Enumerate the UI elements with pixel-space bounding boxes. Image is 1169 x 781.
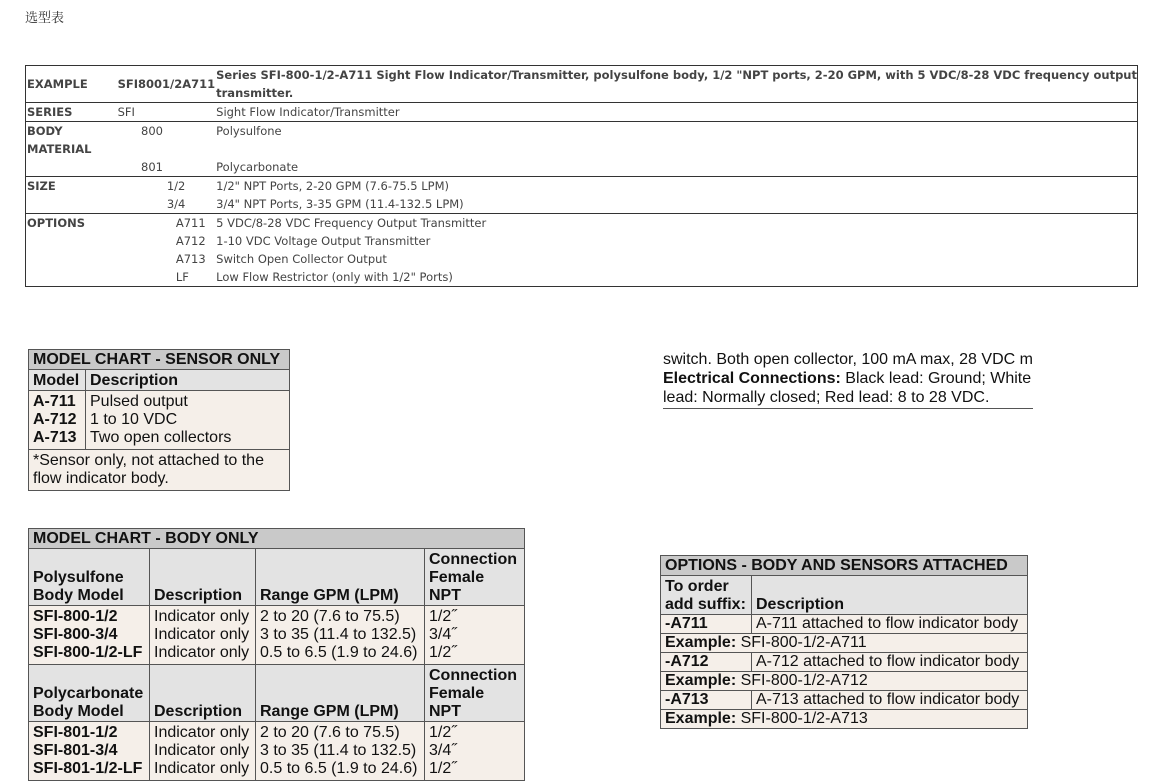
sensor-note-line: *Sensor only, not attached to the xyxy=(33,452,264,469)
body-material-row xyxy=(26,122,1138,159)
options-chart xyxy=(660,555,1028,729)
sensor-desc: Pulsed output xyxy=(90,393,188,410)
body-model: SFI-800-3/4 xyxy=(33,626,118,643)
options-chart-title: OPTIONS - BODY AND SENSORS ATTACHED xyxy=(661,556,1028,576)
body-material-label: BODY MATERIAL xyxy=(26,122,117,159)
spec-line: switch. Both open collector, 100 mA max, 28 VDC m xyxy=(663,351,1033,368)
body-range: 0.5 to 6.5 (1.9 to 24.6) xyxy=(260,644,418,661)
body-connection: 1/2˝ xyxy=(429,608,457,625)
size-label: SIZE xyxy=(26,177,117,196)
body-desc: Indicator only xyxy=(154,742,250,759)
body-group-header xyxy=(29,549,525,606)
sensor-model: A-712 xyxy=(33,411,77,428)
option-desc: 1-10 VDC Voltage Output Transmitter xyxy=(215,232,1137,250)
col-suffix-header: To order add suffix: xyxy=(661,576,752,615)
body-material-desc: Polycarbonate xyxy=(215,158,1137,177)
option-suffix: -A711 xyxy=(661,615,752,634)
col-description-header: Description xyxy=(150,549,256,606)
spec-line: lead: Normally closed; Red lead: 8 to 28 VDC. xyxy=(663,389,990,406)
option-example-row xyxy=(661,710,1028,729)
sensor-note-line: flow indicator body. xyxy=(33,470,169,487)
sensor-chart-title: MODEL CHART - SENSOR ONLY xyxy=(29,350,290,370)
option-code: A712 xyxy=(175,234,206,248)
options-row xyxy=(26,268,1138,287)
series-description: Sight Flow Indicator/Transmitter xyxy=(215,103,1137,122)
body-desc: Indicator only xyxy=(154,644,250,661)
body-model-chart xyxy=(28,528,525,781)
body-desc: Indicator only xyxy=(154,626,250,643)
body-model: SFI-801-1/2 xyxy=(33,724,118,741)
body-range: 2 to 20 (7.6 to 75.5) xyxy=(260,724,400,741)
body-range: 2 to 20 (7.6 to 75.5) xyxy=(260,608,400,625)
sensor-note xyxy=(29,450,290,491)
example-desc-line2: transmitter. xyxy=(216,86,294,100)
series-row xyxy=(26,103,1138,122)
col-model-header: Model xyxy=(29,370,86,391)
options-row xyxy=(26,250,1138,268)
body-connection: 3/4˝ xyxy=(429,742,457,759)
options-row xyxy=(26,214,1138,233)
body-material-code: 801 xyxy=(141,160,163,174)
option-code: LF xyxy=(166,268,215,287)
spec-line xyxy=(663,369,1033,388)
body-range: 3 to 35 (11.4 to 132.5) xyxy=(260,626,417,643)
body-group-header xyxy=(29,665,525,722)
col-connection-header: Connection Female NPT xyxy=(425,549,525,606)
body-connection: 1/2˝ xyxy=(429,644,457,661)
example-value: SFI-800-1/2-A711 xyxy=(740,634,867,651)
option-desc: Switch Open Collector Output xyxy=(215,250,1137,268)
body-desc: Indicator only xyxy=(154,608,250,625)
example-code: SFI8001/2A711 xyxy=(117,66,216,103)
col-range-header: Range GPM (LPM) xyxy=(256,665,425,722)
sensor-desc: 1 to 10 VDC xyxy=(90,411,178,428)
size-row xyxy=(26,195,1138,214)
options-row xyxy=(26,232,1138,250)
size-desc: 3/4" NPT Ports, 3-35 GPM (11.4-132.5 LPM) xyxy=(215,195,1137,214)
body-material-row xyxy=(26,158,1138,177)
body-desc: Indicator only xyxy=(154,724,250,741)
size-code: 3/4 xyxy=(166,197,186,211)
sensor-model: A-713 xyxy=(33,429,77,446)
size-desc: 1/2" NPT Ports, 2-20 GPM (7.6-75.5 LPM) xyxy=(215,177,1137,196)
series-code: SFI xyxy=(117,103,216,122)
electrical-spec-snippet xyxy=(663,350,1033,409)
page-title: 选型表 xyxy=(25,11,65,26)
option-code: A711 xyxy=(166,214,215,233)
body-model: SFI-800-1/2-LF xyxy=(33,644,143,661)
sensor-model: A-711 xyxy=(33,393,76,410)
example-value: SFI-800-1/2-A712 xyxy=(740,672,868,689)
option-suffix: -A713 xyxy=(661,691,752,710)
option-code: A713 xyxy=(175,252,206,266)
size-row xyxy=(26,177,1138,196)
body-range: 3 to 35 (11.4 to 132.5) xyxy=(260,742,417,759)
example-description xyxy=(215,66,1137,103)
col-description-header: Description xyxy=(86,370,290,391)
col-body-model-header: Polycarbonate Body Model xyxy=(29,665,150,722)
sensor-model-chart xyxy=(28,349,290,491)
sensor-descriptions xyxy=(86,391,290,450)
option-desc: A-711 attached to flow indicator body xyxy=(752,615,1028,634)
spec-text: Black lead: Ground; White xyxy=(840,370,1032,387)
body-connection: 1/2˝ xyxy=(429,724,457,741)
option-desc: 5 VDC/8-28 VDC Frequency Output Transmitter xyxy=(215,214,1137,233)
selection-table xyxy=(25,65,1138,287)
sensor-models xyxy=(29,391,86,450)
option-desc: Low Flow Restrictor (only with 1/2" Ports) xyxy=(215,268,1137,287)
option-suffix: -A712 xyxy=(661,653,752,672)
option-desc: A-713 attached to flow indicator body xyxy=(752,691,1028,710)
col-connection-header: Connection Female NPT xyxy=(425,665,525,722)
body-model: SFI-800-1/2 xyxy=(33,608,118,625)
body-model: SFI-801-1/2-LF xyxy=(33,760,143,777)
col-body-model-header: Polysulfone Body Model xyxy=(29,549,150,606)
body-material-desc: Polysulfone xyxy=(215,122,1137,159)
example-label: EXAMPLE xyxy=(26,66,117,103)
option-example-row xyxy=(661,634,1028,653)
size-code: 1/2 xyxy=(166,177,215,196)
body-chart-title: MODEL CHART - BODY ONLY xyxy=(29,529,525,549)
option-example-row xyxy=(661,672,1028,691)
option-desc: A-712 attached to flow indicator body xyxy=(752,653,1028,672)
body-group-rows xyxy=(29,606,525,665)
col-range-header: Range GPM (LPM) xyxy=(256,549,425,606)
example-label: Example: xyxy=(665,710,737,727)
example-desc-line1: Series SFI-800-1/2-A711 Sight Flow Indicator/Transmitter, polysulfone body, 1/2 "NPT ports, 2-20 GPM, with 5 VDC/8-28 VDC frequency output xyxy=(216,68,1137,82)
col-description-header: Description xyxy=(150,665,256,722)
body-group-rows xyxy=(29,722,525,781)
body-range: 0.5 to 6.5 (1.9 to 24.6) xyxy=(260,760,418,777)
example-value: SFI-800-1/2-A713 xyxy=(740,710,868,727)
options-label: OPTIONS xyxy=(26,214,117,233)
example-row xyxy=(26,66,1138,103)
body-connection: 3/4˝ xyxy=(429,626,457,643)
option-row xyxy=(661,653,1028,672)
body-model: SFI-801-3/4 xyxy=(33,742,118,759)
body-desc: Indicator only xyxy=(154,760,250,777)
example-label: Example: xyxy=(665,672,737,689)
example-label: Example: xyxy=(665,634,737,651)
body-material-code: 800 xyxy=(140,122,215,159)
option-row xyxy=(661,615,1028,634)
col-description-header: Description xyxy=(752,576,1028,615)
body-connection: 1/2˝ xyxy=(429,760,457,777)
option-row xyxy=(661,691,1028,710)
spec-bold-label: Electrical Connections: xyxy=(663,370,841,387)
series-label: SERIES xyxy=(26,103,117,122)
sensor-desc: Two open collectors xyxy=(90,429,232,446)
